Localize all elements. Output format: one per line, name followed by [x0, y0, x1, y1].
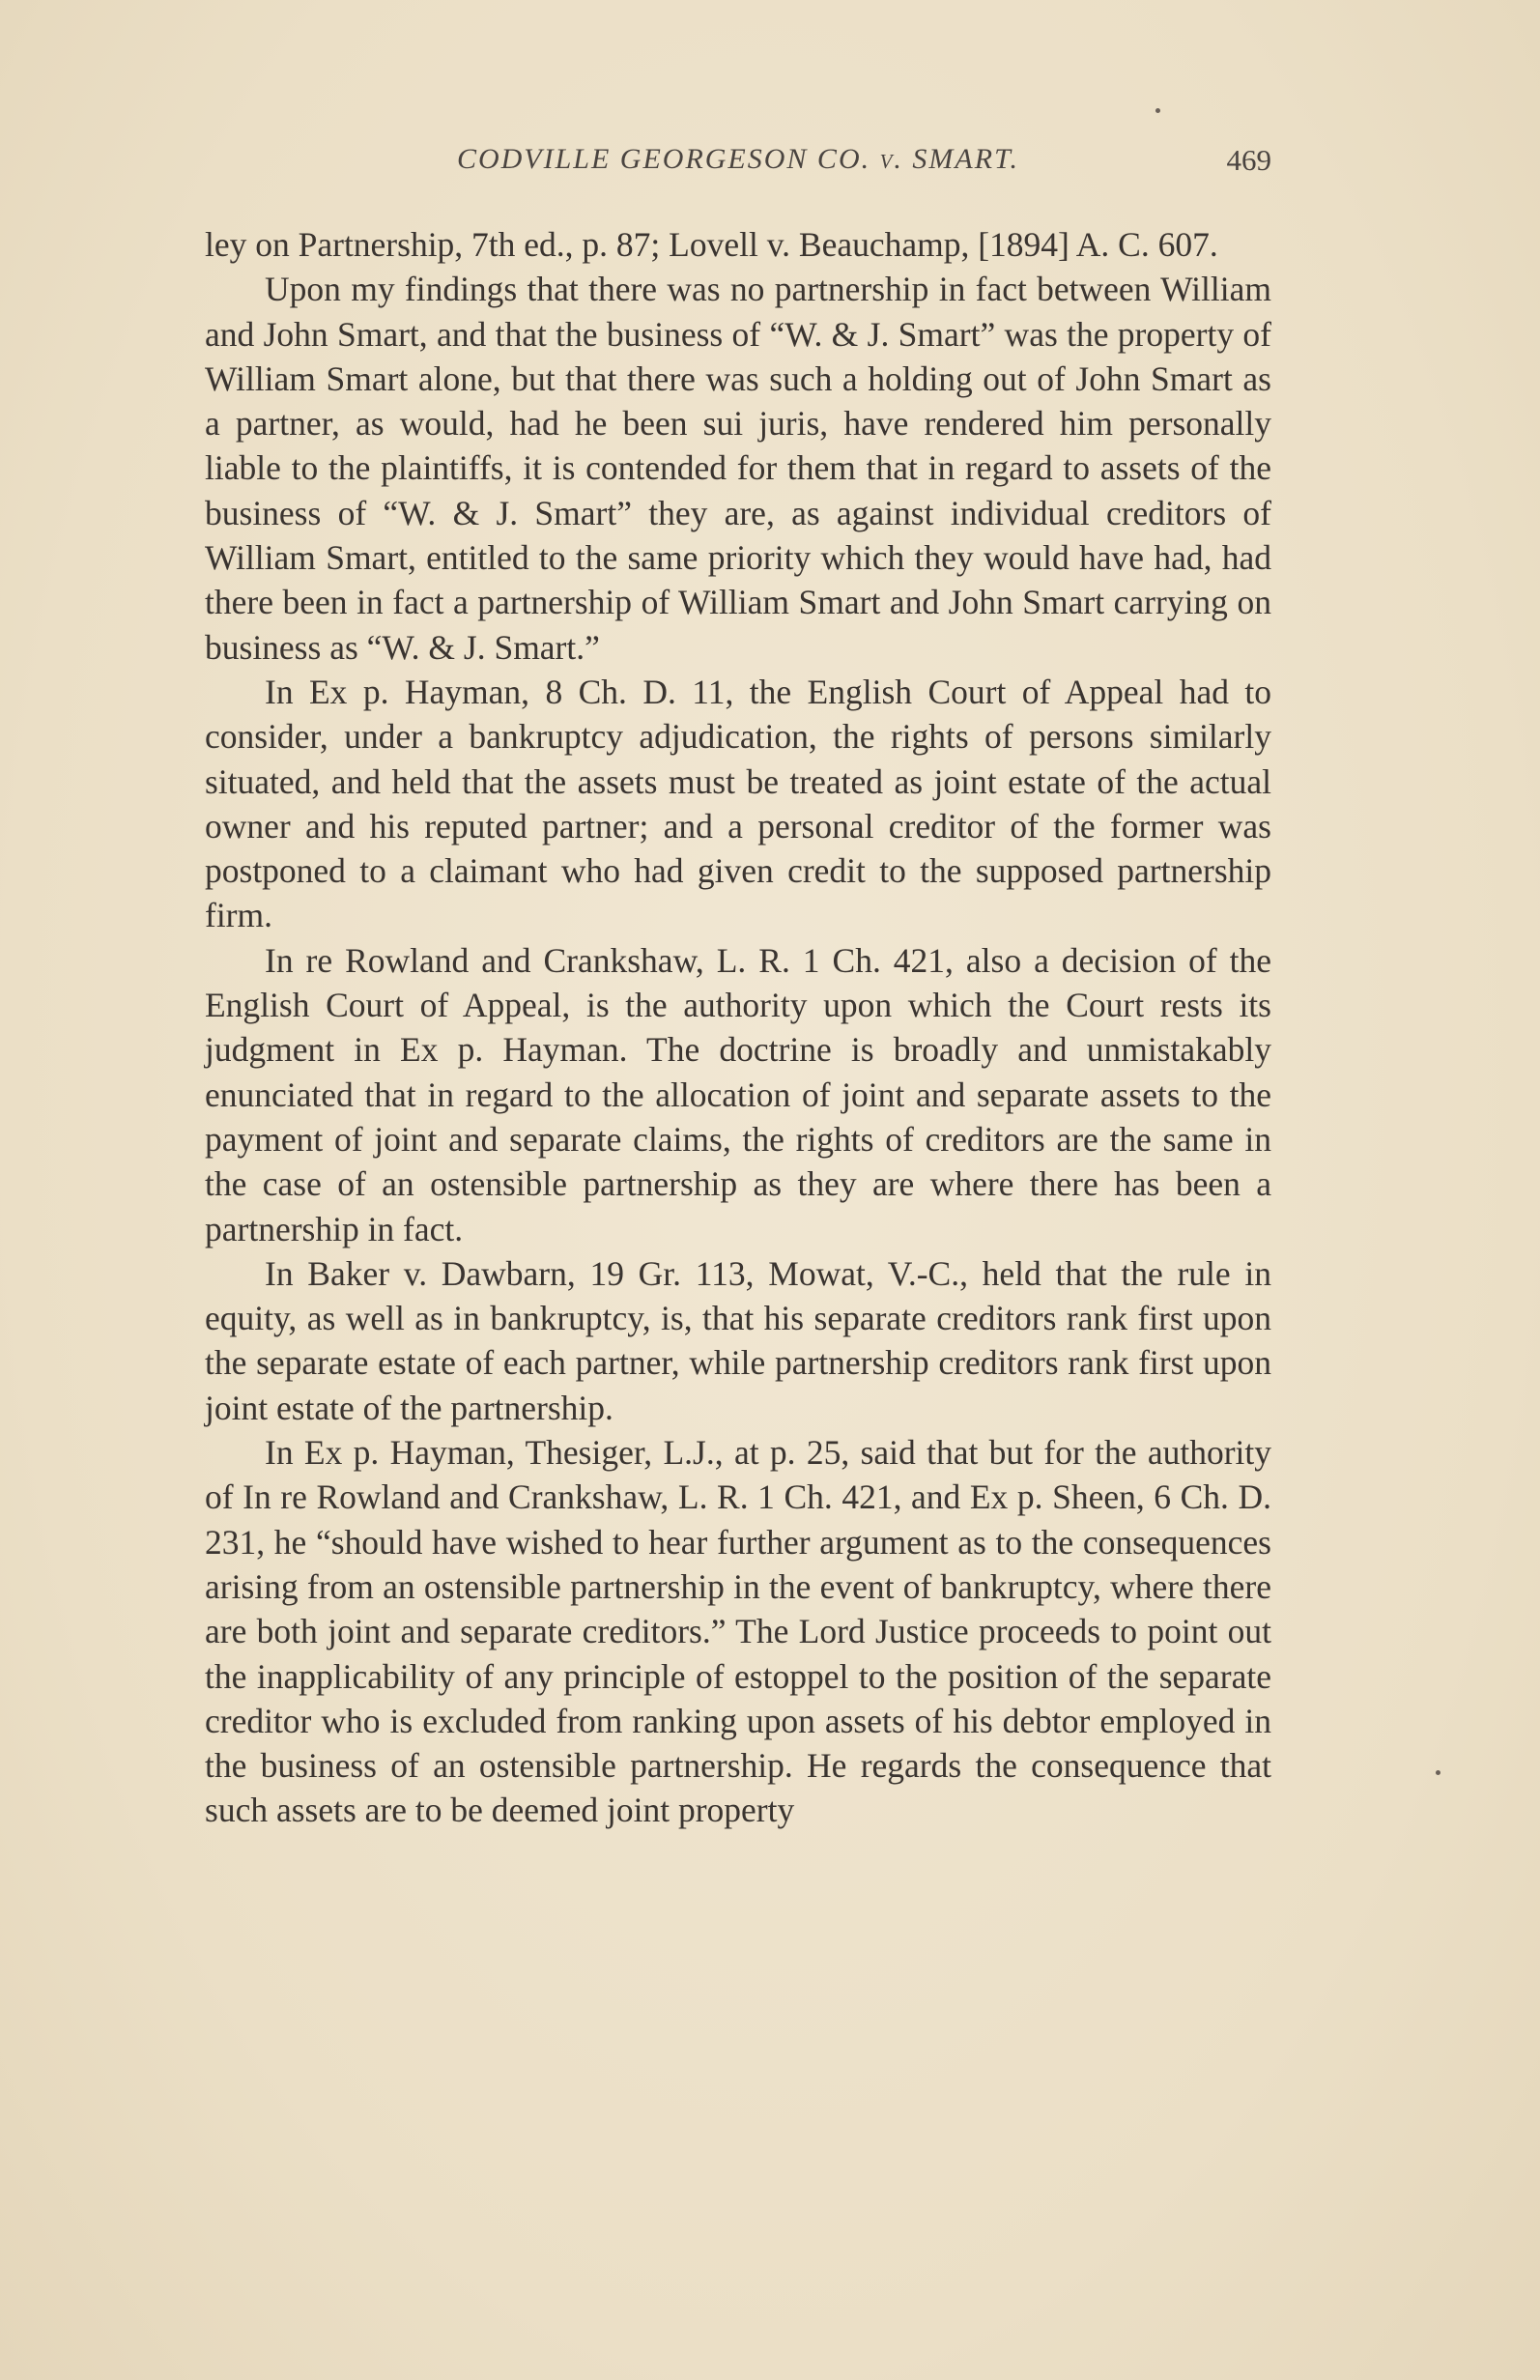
paragraph-baker-dawbarn: In Baker v. Dawbarn, 19 Gr. 113, Mowat, V.-C., held that the rule in equity, as well as in bankruptcy, is, that his separate creditors rank first upon the separate estate of each partner, while partnership creditors rank first upon joint estate of the partnership. — [205, 1253, 1271, 1427]
paragraph-continuation: ley on Partnership, 7th ed., p. 87; Lovell v. Beauchamp, [1894] A. C. 607. — [205, 225, 1218, 264]
print-speck — [1155, 108, 1160, 113]
body-text — [205, 222, 1271, 1833]
paragraph-thesiger: In Ex p. Hayman, Thesiger, L.J., at p. 25, said that but for the authority of In re Rowland and Crankshaw, L. R. 1 Ch. 421, and Ex p. Sheen, 6 Ch. D. 231, he “should have wished to hear further argument as to the consequences arising from an ostensible partnership in the event of bankruptcy, where there are both joint and separate creditors.” The Lord Justice proceeds to point out the inapplicability of any principle of estoppel to the position of the separate creditor who is excluded from ranking upon assets of his debtor employed in the business of an ostensible partnership. He regards the consequence that such assets are to be deemed joint property — [205, 1433, 1271, 1830]
page-header — [205, 143, 1271, 191]
print-speck — [1436, 1770, 1440, 1775]
running-head: CODVILLE GEORGESON CO. v. SMART. — [456, 143, 1020, 175]
paragraph-ex-p-hayman: In Ex p. Hayman, 8 Ch. D. 11, the English Court of Appeal had to consider, under a bankruptcy adjudication, the rights of persons similarly situated, and held that the assets must be treated as joint estate of the actual owner and his reputed partner; and a personal creditor of the former was postponed to a claimant who had given credit to the supposed partnership firm. — [205, 672, 1271, 935]
paragraph-findings: Upon my findings that there was no partnership in fact between William and John Smart, and that the business of “W. & J. Smart” was the property of William Smart alone, but that there was such a holding out of John Smart as a partner, as would, had he been sui juris, have rendered him personally liable to the plaintiffs, it is contended for them that in regard to assets of the business of “W. & J. Smart” they are, as against individual creditors of William Smart, entitled to the same priority which they would have had, had there been in fact a partnership of William Smart and John Smart carrying on business as “W. & J. Smart.” — [205, 270, 1271, 667]
page-number: 469 — [1226, 143, 1271, 177]
paragraph-rowland-crankshaw: In re Rowland and Crankshaw, L. R. 1 Ch. 421, also a decision of the English Court of Appeal, is the authority upon which the Court rests its judgment in Ex p. Hayman. The doctrine is broadly and unmistakably enunciated that in regard to the allocation of joint and separate assets to the payment of joint and separate claims, the rights of creditors are the same in the case of an ostensible partnership as they are where there has been a partnership in fact. — [205, 940, 1271, 1248]
